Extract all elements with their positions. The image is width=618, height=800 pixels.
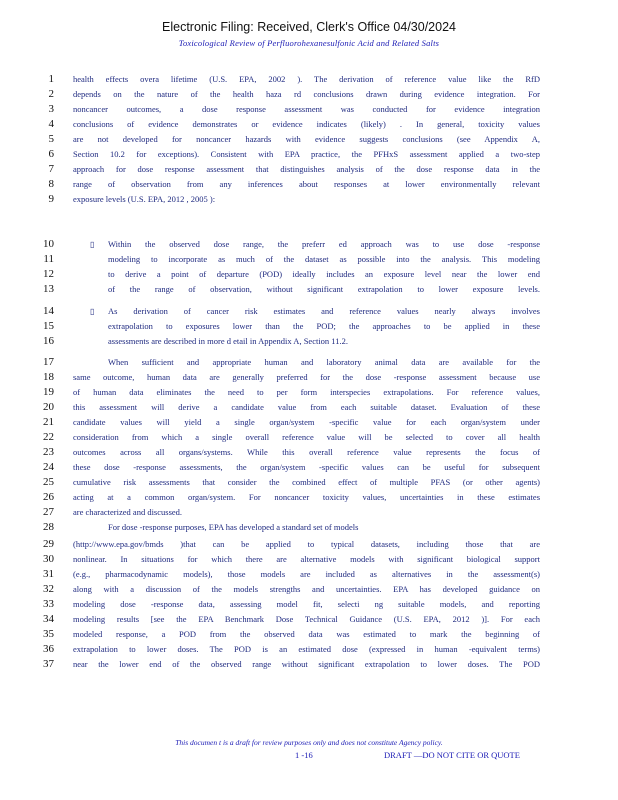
line-number: 24 — [43, 461, 54, 473]
line-text: consideration from which a single overall reference value will be selected to cover all health — [73, 432, 540, 442]
line-number: 9 — [48, 193, 54, 205]
line-text: conclusions of evidence demonstrates or evidence indicates (likely) . In general, toxicity values — [73, 119, 540, 129]
line-number: 2 — [48, 88, 54, 100]
text-line — [0, 614, 618, 625]
text-line — [0, 336, 618, 347]
text-line — [0, 522, 618, 533]
line-number: 29 — [43, 538, 54, 550]
line-text: For dose -response purposes, EPA has developed a standard set of models — [108, 522, 359, 532]
line-text: Section 10.2 for exceptions). Consistent with EPA practice, the PFHxS assessment applied a two-step — [73, 149, 540, 159]
text-line — [0, 507, 618, 518]
text-line — [0, 194, 618, 205]
line-text: to derive a point of departure (POD) ideally includes an exposure level near the lower end — [108, 269, 540, 279]
line-text: As derivation of cancer risk estimates and reference values nearly always involves — [108, 306, 540, 316]
line-number: 36 — [43, 643, 54, 655]
draft-notice: DRAFT —DO NOT CITE OR QUOTE — [384, 750, 520, 760]
text-line — [0, 644, 618, 655]
line-text: modeled response, a POD from the observed data was estimated to mark the beginning of — [73, 629, 540, 639]
line-text: (e.g., pharmacodynamic models), those models are included as alternatives in the assessment(s) — [73, 569, 540, 579]
line-number: 18 — [43, 371, 54, 383]
line-text: near the lower end of the observed range without significant extrapolation to lower doses. The POD — [73, 659, 540, 669]
line-number: 28 — [43, 521, 54, 533]
line-number: 26 — [43, 491, 54, 503]
text-line — [0, 629, 618, 640]
line-number: 17 — [43, 356, 54, 368]
line-number: 11 — [43, 253, 54, 265]
line-number: 31 — [43, 568, 54, 580]
text-line — [0, 254, 618, 265]
text-line — [0, 321, 618, 332]
text-line — [0, 599, 618, 610]
text-line — [0, 402, 618, 413]
text-line — [0, 74, 618, 85]
page-number: 1 -16 — [295, 750, 313, 760]
text-line — [0, 284, 618, 295]
line-text: Within the observed dose range, the preferr ed approach was to use dose -response — [108, 239, 540, 249]
text-line — [0, 539, 618, 550]
line-text: approach for dose response assessment that distinguishes analysis of the dose response data in the — [73, 164, 540, 174]
running-header: Toxicological Review of Perfluorohexanesulfonic Acid and Related Salts — [178, 38, 440, 48]
line-text: outcomes across all organs/systems. While this overall reference value represents the focus of — [73, 447, 540, 457]
line-text: extrapolation to lower doses. The POD is an estimated dose (expressed in human -equivalent terms) — [73, 644, 540, 654]
line-number: 16 — [43, 335, 54, 347]
line-text: depends on the nature of the health haza rd conclusions drawn during evidence integration. For — [73, 89, 540, 99]
line-number: 22 — [43, 431, 54, 443]
line-text: noncancer outcomes, a dose response assessment was conducted for evidence integration — [73, 104, 540, 114]
line-text: health effects overa lifetime (U.S. EPA, 2002 ). The derivation of reference value like the RfD — [73, 74, 540, 84]
text-line — [0, 306, 618, 317]
line-text: modeling to incorporate as much of the dataset as possible into the analysis. This modeling — [108, 254, 540, 264]
draft-disclaimer: This documen t is a draft for review purposes only and does not constitute Agency policy. — [175, 738, 443, 747]
line-number: 32 — [43, 583, 54, 595]
line-number: 5 — [48, 133, 54, 145]
line-text: candidate values will yield a single organ/system -specific value for each organ/system under — [73, 417, 540, 427]
bullet-icon: ▯ — [90, 307, 95, 316]
text-line — [0, 584, 618, 595]
line-number: 15 — [43, 320, 54, 332]
line-number: 19 — [43, 386, 54, 398]
text-line — [0, 179, 618, 190]
line-number: 3 — [48, 103, 54, 115]
line-number: 1 — [48, 73, 54, 85]
line-number: 21 — [43, 416, 54, 428]
line-number: 14 — [43, 305, 54, 317]
text-line — [0, 462, 618, 473]
text-line — [0, 387, 618, 398]
line-text: extrapolation to exposures lower than the POD; the approaches to be applied in these — [108, 321, 540, 331]
text-line — [0, 164, 618, 175]
line-text: are characterized and discussed. — [73, 507, 183, 517]
line-number: 7 — [48, 163, 54, 175]
text-line — [0, 357, 618, 368]
text-line — [0, 447, 618, 458]
line-text: this assessment will derive a candidate value from each suitable dataset. Evaluation of these — [73, 402, 540, 412]
line-text: nonlinear. In situations for which there are alternative models with significant biological support — [73, 554, 540, 564]
text-line — [0, 269, 618, 280]
line-number: 6 — [48, 148, 54, 160]
text-line — [0, 659, 618, 670]
line-text: modeling dose -response data, assessing model fit, selecti ng suitable models, and reporting — [73, 599, 540, 609]
line-text: of the range of observation, without significant extrapolation to lower exposure levels. — [108, 284, 540, 294]
text-line — [0, 104, 618, 115]
line-number: 35 — [43, 628, 54, 640]
bullet-icon: ▯ — [90, 240, 95, 249]
line-number: 33 — [43, 598, 54, 610]
line-number: 30 — [43, 553, 54, 565]
line-text: exposure levels (U.S. EPA, 2012 , 2005 ): — [73, 194, 216, 204]
line-number: 25 — [43, 476, 54, 488]
line-number: 20 — [43, 401, 54, 413]
line-number: 34 — [43, 613, 54, 625]
text-line — [0, 554, 618, 565]
line-text: (http://www.epa.gov/bmds )that can be applied to typical datasets, including those that are — [73, 539, 540, 549]
line-text: are not developed for noncancer hazards with evidence suggests conclusions (see Appendix A, — [73, 134, 540, 144]
line-number: 23 — [43, 446, 54, 458]
text-line — [0, 89, 618, 100]
text-line — [0, 432, 618, 443]
line-number: 37 — [43, 658, 54, 670]
line-text: cumulative risk assessments that consider the combined effect of multiple PFAS (or other agents) — [73, 477, 540, 487]
text-line — [0, 134, 618, 145]
text-line — [0, 239, 618, 250]
text-line — [0, 477, 618, 488]
line-text: range of observation from any inferences about responses at lower environmentally relevant — [73, 179, 540, 189]
text-line — [0, 417, 618, 428]
line-text: acting at a common organ/system. For noncancer toxicity values, uncertainties in these estimates — [73, 492, 540, 502]
line-number: 10 — [43, 238, 54, 250]
line-number: 4 — [48, 118, 54, 130]
line-text: same outcome, human data are generally preferred for the dose -response assessment because use — [73, 372, 540, 382]
line-number: 13 — [43, 283, 54, 295]
line-text: assessments are described in more d etail in Appendix A, Section 11.2. — [108, 336, 348, 346]
line-text: modeling results [see the EPA Benchmark Dose Technical Guidance (U.S. EPA, 2012 )]. For each — [73, 614, 540, 624]
line-text: these dose -response assessments, the organ/system -specific values can be useful for subsequent — [73, 462, 540, 472]
line-text: along with a discussion of the models strengths and uncertainties. EPA has developed guidance on — [73, 584, 540, 594]
line-number: 27 — [43, 506, 54, 518]
filing-stamp: Electronic Filing: Received, Clerk's Office 04/30/2024 — [162, 20, 456, 34]
text-line — [0, 149, 618, 160]
line-text: When sufficient and appropriate human and laboratory animal data are available for the — [108, 357, 540, 367]
text-line — [0, 372, 618, 383]
text-line — [0, 492, 618, 503]
line-number: 8 — [48, 178, 54, 190]
text-line — [0, 569, 618, 580]
text-line — [0, 119, 618, 130]
line-text: of human data eliminates the need to per form interspecies extrapolations. For reference values, — [73, 387, 540, 397]
line-number: 12 — [43, 268, 54, 280]
